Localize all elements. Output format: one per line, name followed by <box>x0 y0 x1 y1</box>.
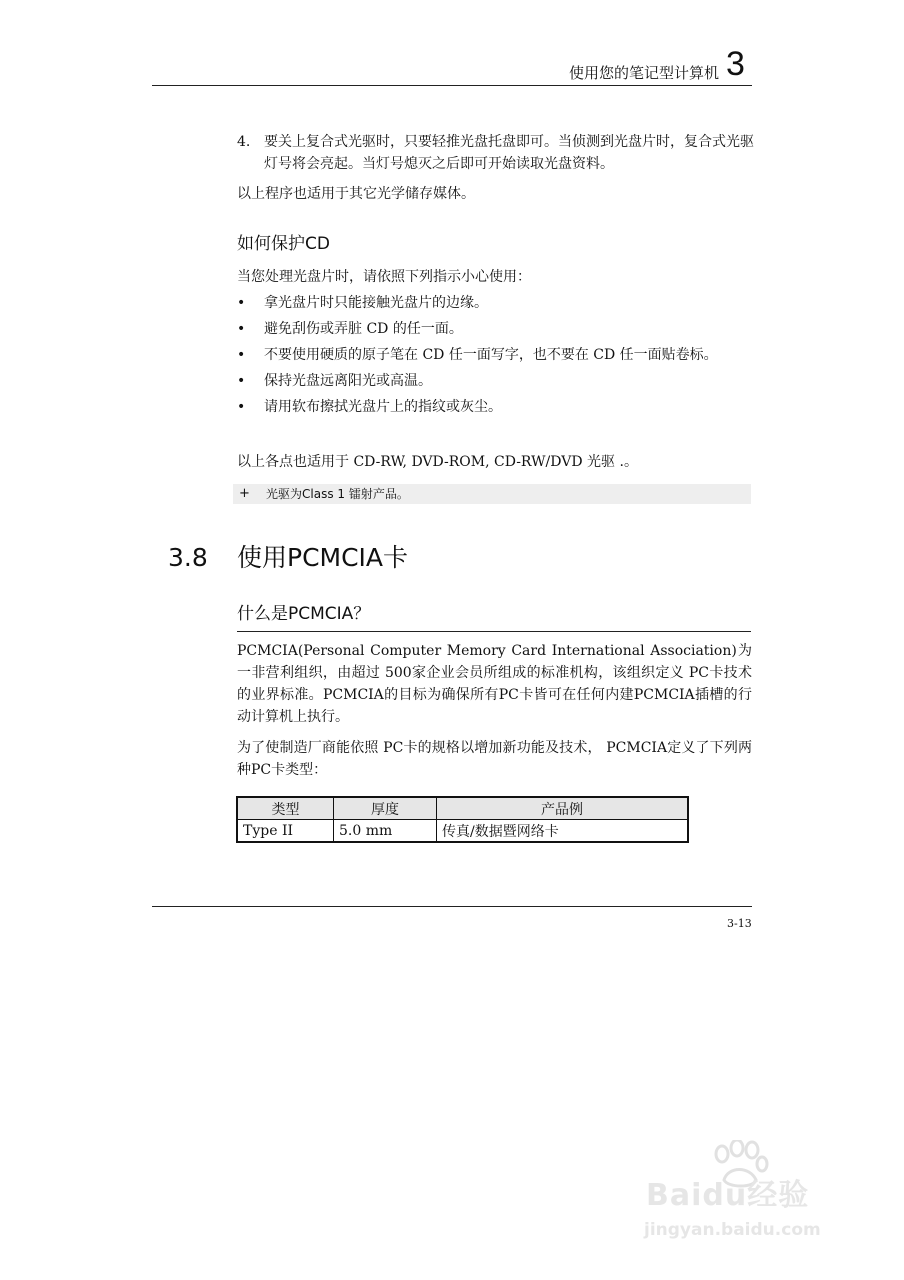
note-text: 光驱为Class 1 镭射产品。 <box>266 487 409 501</box>
step-4-text: 要关上复合式光驱时，只要轻推光盘托盘即可。当侦测到光盘片时，复合式光驱灯号将会亮起。当灯号熄灭之后即可开始读取光盘资料。 <box>264 134 754 172</box>
list-number: 4. <box>237 134 251 150</box>
column-header-example: 产品例 <box>437 797 689 820</box>
baidu-watermark <box>640 1140 870 1260</box>
protect-also-paragraph: 以上各点也适用于 CD-RW, DVD-ROM, CD-RW/DVD 光驱 .。 <box>237 454 638 470</box>
column-header-type: 类型 <box>237 797 334 820</box>
section-title: 使用PCMCIA卡 <box>237 543 409 572</box>
bullet-icon: • <box>237 295 246 311</box>
list-item: • 避免刮伤或弄脏 CD 的任一面。 <box>237 318 737 340</box>
protect-intro: 当您处理光盘片时，请依照下列指示小心使用： <box>237 269 531 285</box>
section-number: 3.8 <box>168 543 208 572</box>
footer-rule <box>152 906 752 907</box>
subheading-rule <box>237 631 751 632</box>
watermark-logo: Baidu经验 <box>646 1178 810 1213</box>
column-header-thickness: 厚度 <box>334 797 437 820</box>
what-is-pcmcia-heading: 什么是PCMCIA？ <box>237 604 371 624</box>
running-header-title: 使用您的笔记型计算机 <box>568 64 719 82</box>
bullet-icon: • <box>237 347 246 363</box>
pcmcia-types-paragraph: 为了使制造厂商能依照 PC卡的规格以增加新功能及技术， PCMCIA定义了下列两种PC卡类型： <box>237 740 752 778</box>
table-row <box>237 820 688 843</box>
bullet-icon: • <box>237 373 246 389</box>
bullet-icon: • <box>237 399 246 415</box>
table-cell: 5.0 mm <box>334 820 437 843</box>
list-item: • 不要使用硬质的原子笔在 CD 任一面写字，也不要在 CD 任一面贴卷标。 <box>237 344 737 366</box>
note-icon: + <box>239 486 250 501</box>
bullet-icon: • <box>237 321 246 337</box>
apply-paragraph: 以上程序也适用于其它光学储存媒体。 <box>237 186 475 202</box>
protect-bullet-list <box>237 292 737 422</box>
protect-cd-heading: 如何保护CD <box>237 234 330 254</box>
pcmcia-definition-paragraph: PCMCIA(Personal Computer Memory Card International Association)为一非营利组织，由超过 500家企业会员所组成的标准机构，该组织定义 PC卡技术的业界标准。PCMCIA的目标为确保所有PC卡皆可在任何内建PCMCIA插槽的行动计算机上执行。 <box>237 643 752 725</box>
header-rule <box>152 85 752 86</box>
list-item: • 请用软布擦拭光盘片上的指纹或灰尘。 <box>237 396 737 418</box>
table-cell: Type II <box>237 820 334 843</box>
list-item: • 拿光盘片时只能接触光盘片的边缘。 <box>237 292 737 314</box>
note-bar <box>233 484 751 504</box>
list-item: • 保持光盘远离阳光或高温。 <box>237 370 737 392</box>
table-header-row <box>237 797 688 820</box>
watermark-url: jingyan.baidu.com <box>644 1220 821 1240</box>
chapter-number: 3 <box>726 45 745 83</box>
page-number: 3-13 <box>727 917 752 930</box>
pc-card-types-table <box>236 796 689 843</box>
table-cell: 传真/数据暨网络卡 <box>437 820 689 843</box>
